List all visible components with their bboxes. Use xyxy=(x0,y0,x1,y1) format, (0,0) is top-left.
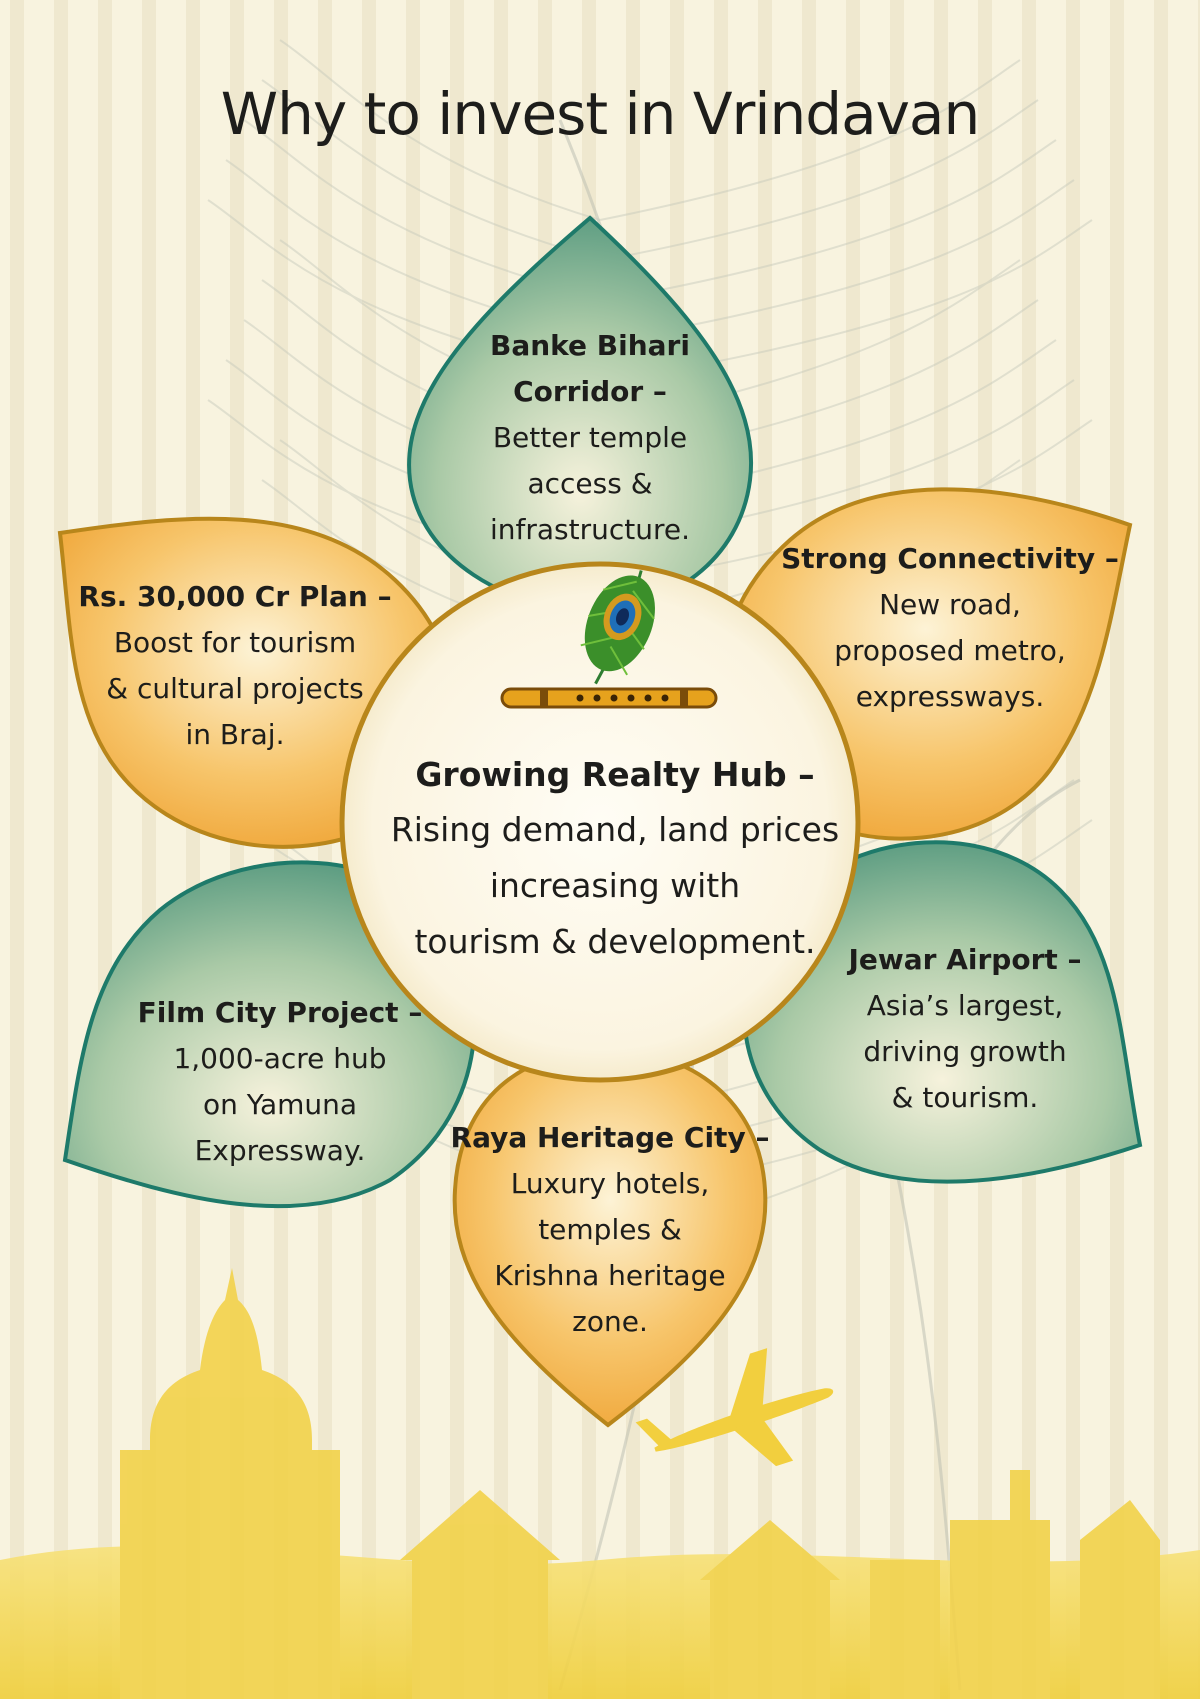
page-title: Why to invest in Vrindavan xyxy=(220,80,980,148)
petal-heading: Corridor – xyxy=(513,375,667,408)
petal-text: Expressway. xyxy=(194,1134,366,1167)
petal-text: proposed metro, xyxy=(834,634,1066,667)
petal-upper-right xyxy=(770,536,1130,720)
petal-heading: Rs. 30,000 Cr Plan – xyxy=(78,580,392,613)
petal-heading: Jewar Airport – xyxy=(848,943,1082,976)
petal-text: & tourism. xyxy=(891,1081,1039,1114)
center-heading: Growing Realty Hub – xyxy=(415,755,815,794)
petal-text: expressways. xyxy=(855,680,1045,713)
petal-bottom xyxy=(450,1115,770,1345)
petal-text: Boost for tourism xyxy=(113,626,357,659)
center-line: Rising demand, land prices xyxy=(390,810,840,849)
petal-text: temples & xyxy=(538,1213,682,1246)
petal-text: 1,000-acre hub xyxy=(173,1042,387,1075)
petal-heading: Strong Connectivity – xyxy=(781,542,1119,575)
petal-text: in Braj. xyxy=(185,718,285,751)
petal-text: New road, xyxy=(879,588,1021,621)
petal-heading: Film City Project – xyxy=(137,996,423,1029)
background-stripe xyxy=(1066,0,1080,1699)
background-stripe xyxy=(318,0,332,1699)
petal-text: access & xyxy=(527,467,653,500)
petal-lower-right xyxy=(815,937,1115,1121)
center-line: tourism & development. xyxy=(414,922,816,961)
background-stripe xyxy=(1022,0,1036,1699)
petal-text: infrastructure. xyxy=(489,513,691,546)
petal-top xyxy=(440,323,740,553)
petal-text: on Yamuna xyxy=(202,1088,358,1121)
petal-text: & cultural projects xyxy=(106,672,364,705)
petal-text: Luxury hotels, xyxy=(510,1167,710,1200)
petal-heading: Raya Heritage City – xyxy=(450,1121,770,1154)
petal-upper-left xyxy=(70,574,400,758)
petal-text: Asia’s largest, xyxy=(866,989,1064,1022)
background-stripe xyxy=(1110,0,1124,1699)
petal-text: Krishna heritage xyxy=(494,1259,726,1292)
flute-icon xyxy=(502,689,716,707)
petal-text: zone. xyxy=(572,1305,648,1338)
petal-heading: Banke Bihari xyxy=(490,329,690,362)
background-stripe xyxy=(10,0,24,1699)
petal-text: driving growth xyxy=(863,1035,1067,1068)
background-stripe xyxy=(1154,0,1168,1699)
petal-lower-left xyxy=(115,990,445,1174)
center-line: increasing with xyxy=(489,866,741,905)
petal-text: Better temple xyxy=(492,421,688,454)
center-text xyxy=(370,748,860,970)
background-stripe xyxy=(98,0,112,1699)
background-stripe xyxy=(54,0,68,1699)
